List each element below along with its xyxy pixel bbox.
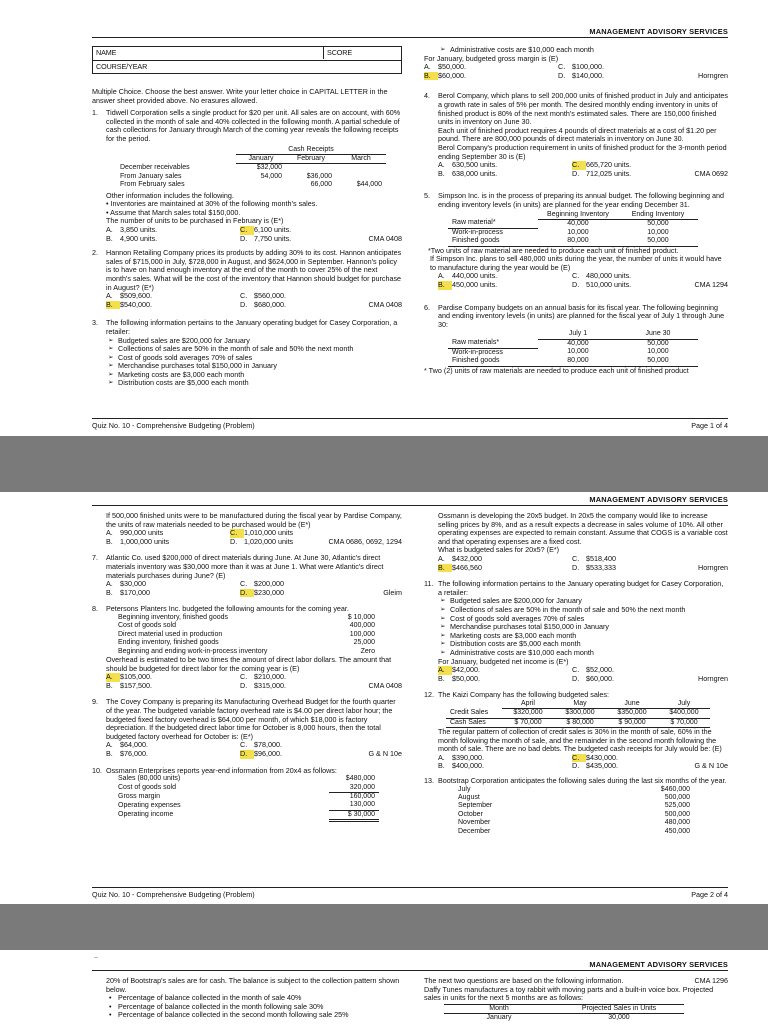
source-label: Horngren — [698, 562, 728, 572]
list-item: ➢ Collections of sales are 50% in the month of sale and 50% the next month — [106, 345, 402, 354]
page-2 — [0, 492, 768, 904]
question-13: 13. Bootstrap Corporation anticipates the following sales during the last six months of the year. July $460,000 August 500,000 September 525,000 October 500,000 November 480,000 December 450,000 — [424, 776, 727, 835]
header-rule — [92, 505, 728, 506]
table-row: July $460,000 — [458, 785, 690, 793]
page-mark: ~ — [94, 953, 99, 962]
list-item: ➢ Merchandise purchases total $150,000 in January — [106, 362, 402, 371]
answer-options: A. $64,000. C. $78,000. B. $76,000. D. $96,000. G & N 10e — [106, 740, 402, 758]
table-row: Credit Sales $320,000 $300,000 $350,000 $400,000 — [446, 709, 710, 718]
collection-pattern-text: 20% of Bootstrap's sales are for cash. The balance is subject to the collection pattern shown below. — [106, 976, 400, 994]
question-9: 9. The Covey Company is preparing its Manufacturing Overhead Budget for the fourth quarter of the year. The budgeted variable factory overhead rate is $4.00 per direct labor hour; the budgeted fixed factory overhead is $64,000 per month, of which $18,000 is factory depreciation. If the budgeted direct labor time for October is 8,000 hours, then the total budgeted factory overhead for October is: (E*) A. $64,000. C. $78,000. B. $76,000. D. $96,000. G & N 10e — [92, 697, 402, 758]
table-row: January 30,000 — [486, 1014, 630, 1022]
course-field-label: COURSE/YEAR — [96, 62, 148, 71]
source-label: G & N 10e — [368, 748, 402, 758]
answer-highlight: B. — [424, 72, 438, 81]
question-3: 3. The following information pertains to the January operating budget for Casey Corporation, a retailer: ➢ Budgeted sales are $200,000 for January ➢ Collections of sales are 50% in the month of sale and 50% the next month ➢ Cost of goods sold averages 70% of sales ➢ Merchandise purchases total $150,000 in January ➢ Marketing costs are $3,000 each month ➢ Distribution costs are $5,000 each month — [92, 319, 402, 388]
name-field-label: NAME — [96, 48, 117, 57]
table-row: December receivables $32,000 — [120, 164, 282, 172]
list-item: ➢ Cost of goods sold averages 70% of sales — [438, 615, 728, 624]
budgeted-sales-table: April May June July Credit Sales $320,000 $300,000 $350,000 $400,000 Cash Sales $ 70,000 $ 80,000 $ 90,000 $ 70,000 — [446, 700, 710, 728]
table-row: October 500,000 — [458, 810, 690, 818]
list-item: ➢ Collections of sales are 50% in the month of sale and 50% the next month — [438, 606, 728, 615]
question-12: 12. The Kaizi Company has the following budgeted sales: April May June July Credit Sales $320,000 $300,000 $350,000 $400,000 Cash Sales $ 70,000 $ 80,000 $ 90,000 $ 70,000 The regular pattern of collection of credit sales is 30% in the month of sale, 60% in the month following the month of sale, and the remainder in the second month following the month of sale. There are no bad debts. The budgeted cash receipts for July would be: (E) A. $390,000. C. $430,000. B. $400,000. D. $435,000. G & N 10e — [424, 690, 728, 771]
table-row: From February sales 66,000 $44,000 — [120, 181, 382, 189]
table-row: Cost of goods sold 400,000 — [118, 622, 375, 630]
table-row: Beginning inventory, finished goods $ 10,000 — [118, 613, 375, 621]
source-label: CMA 0408 — [368, 680, 402, 690]
daffy-tunes-text: Daffy Tunes manufactures a toy rabbit with moving parts and a built-in voice box. Projected sales in units for the next 5 months are as follows: — [424, 984, 714, 1003]
answer-options: A. 990,000 units C. 1,010,000 units B. 1,000,000 units D. 1,020,000 units CMA 0686, 0692, 1294 — [106, 528, 402, 546]
score-field-label: SCORE — [327, 48, 353, 57]
source-label: CMA 0692 — [694, 168, 728, 178]
answer-options: A. $509,600. C. $560,000. B. $540,000. D. $680,000. CMA 0408 — [106, 291, 402, 309]
answer-highlight: C. — [240, 226, 254, 235]
answer-options: A. $30,000 C. $200,000 B. $170,000 D. $230,000 Gleim — [106, 579, 402, 597]
answer-options: A. 440,000 units. C. 480,000 units. B. 450,000 units. D. 510,000 units. CMA 1294 — [438, 271, 728, 289]
answer-highlight: B. — [438, 564, 452, 573]
answer-highlight: A. — [438, 666, 452, 675]
page-number: Page 1 of 4 — [691, 421, 728, 430]
table-row: Raw materials* 40,000 50,000 — [448, 339, 698, 348]
table-row: Direct material used in production 100,000 — [118, 630, 375, 638]
budget-table — [114, 614, 379, 656]
list-item: ➢ Distribution costs are $5,000 each month — [106, 379, 402, 388]
left-column — [92, 512, 402, 822]
source-label: CMA 0408 — [368, 299, 402, 309]
instructions: Multiple Choice. Choose the best answer. Write your letter choice in CAPITAL LETTER in the answer sheet provided above. No erasures allowed. — [92, 87, 388, 105]
list-item: ➢ Administrative costs are $10,000 each month — [438, 46, 728, 55]
intro-text: The next two questions are based on the following information. — [424, 976, 624, 985]
left-column — [92, 46, 402, 388]
answer-highlight: D. — [240, 589, 254, 598]
list-item: ➢ Cost of goods sold averages 70% of sales — [106, 354, 402, 363]
table-row: September 525,000 — [458, 802, 690, 810]
list-item: ➢ Budgeted sales are $200,000 for January — [438, 597, 728, 606]
table-row: Finished goods 80,000 50,000 — [448, 357, 698, 366]
question-6-continued: If 500,000 finished units were to be manufactured during the fiscal year by Pardise Company, the units of raw materials needed to be purchased would be (E*) A. 990,000 units C. 1,010,000 units B. 1,000,000 units D. 1,020,000 units CMA 0686, 0692, 1294 — [106, 511, 402, 546]
answer-options: A. $432,000 C. $518,400 B. $466,560 D. $533,333 Horngren — [438, 553, 728, 572]
question-11: 11. The following information pertains to the January operating budget for Casey Corporation, a retailer: ➢ Budgeted sales are $200,000 for January ➢ Collections of sales are 50% in the month of sale and 50% the next month ➢ Cost of goods sold averages 70% of sales ➢ Merchandise purchases total $150,000 in January ➢ Marketing costs are $3,000 each month ➢ Distribution costs are $5,000 each month ➢ Administrative costs are $10,000 each month For January, budgeted net income is (E*) A. $42,000. C. $52,000. B. $50,000. D. $60,000. Horngren — [424, 580, 728, 683]
footer-title: Quiz No. 10 - Comprehensive Budgeting (Problem) — [92, 890, 255, 899]
page-3 — [0, 950, 768, 1024]
list-item: • Percentage of balance collected in the month of sale 40% — [106, 994, 402, 1003]
list-item: ➢ Marketing costs are $3,000 each month — [438, 632, 728, 641]
list-item: • Percentage of balance collected in the second month following sale 25% — [106, 1011, 402, 1020]
question-10: 10. Ossmann Enterprises reports year-end information from 20x4 as follows: Sales (80,000 units) $480,000 Cost of goods sold 320,000 Gross margin 160,000 Operating expenses 130,000 Operating income $ 30,000 — [92, 767, 402, 823]
table-row: Work-in-process 10,000 10,000 — [452, 348, 669, 356]
answer-highlight: A. — [106, 673, 120, 682]
projected-sales-table: Month Projected Sales in Units January 30,000 — [444, 1004, 684, 1023]
list-item: ➢ Distribution costs are $5,000 each month — [438, 640, 728, 649]
table-row: Gross margin 160,000 — [118, 792, 375, 800]
inventory-table: Beginning Inventory Ending Inventory Raw material* 40,000 50,000 Work-in-process 10,000 10,000 Finished goods 80,000 50,000 — [448, 211, 698, 247]
source-label: CMA 1294 — [694, 280, 728, 289]
sales-table — [454, 786, 694, 836]
page-number: Page 2 of 4 — [691, 890, 728, 899]
list-item: ➢ Budgeted sales are $200,000 for January — [106, 337, 402, 346]
source-label: Horngren — [698, 70, 728, 80]
page-1 — [0, 0, 768, 436]
answer-highlight: B. — [106, 301, 120, 310]
source-label: Horngren — [698, 673, 728, 683]
table-row: Cash Sales $ 70,000 $ 80,000 $ 90,000 $ 70,000 — [446, 718, 710, 727]
student-info-box — [92, 46, 402, 74]
right-column — [424, 977, 728, 1023]
table-row: Cost of goods sold 320,000 — [114, 784, 379, 793]
question-3-continued: ➢ Administrative costs are $10,000 each month For January, budgeted gross margin is (E) A. $50,000. C. $100,000. B. $60,000. D. $140,000. Horngren — [424, 46, 728, 80]
list-item: ➢ Marketing costs are $3,000 each month — [106, 371, 402, 380]
answer-highlight: C. — [572, 754, 586, 763]
table-row: Finished goods 80,000 50,000 — [448, 237, 698, 246]
page-header: MANAGEMENT ADVISORY SERVICES — [589, 960, 728, 969]
question-7: 7. Atlantic Co. used $200,000 of direct materials during June. At June 30, Atlantic's direct materials inventory was $30,000 more than it was at June 1. What were Atlantic's direct materials purchases during June? (E) A. $30,000 C. $200,000 B. $170,000 D. $230,000 Gleim — [92, 553, 402, 597]
source-label: CMA 0408 — [368, 233, 402, 243]
source-label: CMA 0686, 0692, 1294 — [328, 536, 402, 546]
table-row: December 450,000 — [458, 827, 690, 835]
answer-options: A. 630,500 units. C. 665,720 units. B. 638,000 units. D. 712,025 units. CMA 0692 — [438, 160, 728, 178]
question-5: 5. Simpson Inc. is in the process of preparing its annual budget. The following beginning and ending inventory levels (in units) are planned for the year ending December 31. Beginning Inventory Ending Inventory Raw material* 40,000 50,000 Work-in-process 10,000 10,000 Finished goods 80,000 50,000 *Two units of raw material are needed to produce each unit of finished product. If Simpson Inc. plans to sell 480,000 units during the year, the number of units it would have to manufacture during the year would be (E) A. 440,000 units. C. 480,000 units. B. 450,000 units. D. 510,000 units. CMA 1294 — [424, 191, 728, 289]
footer-rule — [92, 418, 728, 419]
table-row: August 500,000 — [458, 794, 690, 802]
list-item: • Percentage of balance collected in the month following sale 30% — [106, 1003, 402, 1012]
table-row: November 480,000 — [458, 819, 690, 827]
source-label: Gleim — [383, 587, 402, 597]
table-row: Beginning and ending work-in-process inventory Zero — [118, 647, 375, 655]
table-row: Operating expenses 130,000 — [114, 801, 379, 810]
table-row: Ending inventory, finished goods 25,000 — [118, 639, 375, 647]
income-table — [114, 775, 379, 822]
table-row: Work-in-process 10,000 10,000 — [452, 228, 669, 236]
left-column — [106, 977, 402, 1020]
cash-receipts-table: Cash Receipts January February March December receivables $32,000 From January sales 54,000 $36,000 From February sales 66,000 $44,000 — [116, 146, 386, 190]
answer-options: A. 3,850 units. C. 6,100 units. B. 4,900 units. D. 7,750 units. CMA 0408 — [106, 224, 402, 243]
question-6: 6. Pardise Company budgets on an annual basis for its fiscal year. The following beginning and ending inventory levels (in units) are planned for the fiscal year of July 1 through June 30: July 1 June 30 Raw materials* 40,000 50,000 Work-in-process 10,000 10,000 Finished goods 80,000 50,000 * Two (2) units of raw materials are needed to produce each unit of finished product — [424, 302, 725, 375]
page-header: MANAGEMENT ADVISORY SERVICES — [589, 27, 728, 36]
question-2: 2. Hannon Retailing Company prices its products by adding 30% to its cost. Hannon anticipates sales of $715,000 in July, $728,000 in August, and $624,000 in September. Hannon's policy is to have on hand enough inventory at the end of the month to cover 25% of the next month's sales. What will be the cost of the inventory that Hannon should budget for purchase in August? (E*) A. $509,600. C. $560,000. B. $540,000. D. $680,000. CMA 0408 — [92, 248, 402, 309]
answer-highlight: C. — [230, 529, 244, 538]
question-10-continued: Ossmann is developing the 20x5 budget. In 20x5 the company would like to increase selling prices by 8%, and as a result expects a decrease in sales volume of 10%. All other operating expenses are expected to remain constant. Assume that COGS is a variable cost and that operating expenses are a fixed cost. What is budgeted sales for 20x5? (E*) A. $432,000 C. $518,400 B. $466,560 D. $533,333 Horngren — [438, 511, 728, 572]
answer-options: A. $390,000. C. $430,000. B. $400,000. D. $435,000. G & N 10e — [438, 752, 728, 771]
question-4: 4. Berol Company, which plans to sell 200,000 units of finished product in July and anticipates a growth rate in sales of 5% per month. The desired monthly ending inventory in units of finished product is 80% of the next month's estimated sales. There are 150,000 finished units in inventory on June 30. Each unit of finished product requires 4 pounds of direct materials at a cost of $1.20 per pound. There are 800,000 pounds of direct materials in inventory on June 30. Berol Company's production requirement in units of finished product for the 3-month period ending September 30 is (E) A. 630,500 units. C. 665,720 units. B. 638,000 units. D. 712,025 units. CMA 0692 — [424, 91, 728, 178]
table-row: Operating income $ 30,000 — [114, 810, 379, 820]
right-column — [424, 46, 728, 375]
table-row: Raw material* 40,000 50,000 — [448, 219, 698, 228]
page-header: MANAGEMENT ADVISORY SERVICES — [589, 495, 728, 504]
header-rule — [92, 37, 728, 38]
table-row: From January sales 54,000 $36,000 — [120, 172, 332, 180]
right-column — [424, 512, 728, 836]
answer-highlight: D. — [240, 750, 254, 759]
list-item: ➢ Administrative costs are $10,000 each month — [438, 649, 728, 658]
footer-title: Quiz No. 10 - Comprehensive Budgeting (Problem) — [92, 421, 255, 430]
footer-rule — [92, 887, 728, 888]
source-label: G & N 10e — [694, 761, 728, 771]
answer-options: A. $105,000. C. $210,000. B. $157,500. D. $315,000. CMA 0408 — [106, 672, 402, 690]
inventory-table: July 1 June 30 Raw materials* 40,000 50,000 Work-in-process 10,000 10,000 Finished goods 80,000 50,000 — [448, 330, 698, 366]
answer-options: A. $42,000. C. $52,000. B. $50,000. D. $60,000. Horngren — [438, 665, 728, 683]
question-8: 8. Petersons Planters Inc. budgeted the following amounts for the coming year. Beginning inventory, finished goods $ 10,000 Cost of goods sold 400,000 Direct material used in production 100,000 Ending inventory, finished goods 25,000 Beginning and ending work-in-process inventory Zero Overhead is estimated to be two times the amount of direct labor dollars. The amount that should be budgeted for direct labor for the coming year is (E) A. $105,000. C. $210,000. B. $157,500. D. $315,000. CMA 0408 — [92, 604, 402, 690]
answer-options: A. $50,000. C. $100,000. B. $60,000. D. $140,000. Horngren — [424, 62, 728, 80]
answer-highlight: B. — [438, 281, 452, 290]
table-row: Sales (80,000 units) $480,000 — [118, 775, 375, 783]
list-item: ➢ Merchandise purchases total $150,000 in January — [438, 623, 728, 632]
question-1: 1. Tidwell Corporation sells a single product for $20 per unit. All sales are on account, with 60% collected in the month of sale and 40% collected in the following month. A partial schedule of cash collections for January through March of the coming year reveals the following receipts for the period. Cash Receipts January February March December receivables $32,000 From January sales 54,000 $36,000 From February sales 66,000 $44,000 Other information includes the following. • Inventories are maintained at 30% of the following month’s sales. • Assume that March sales total $150,000. The number of units to be purchased in February is (E*) A. 3,850 units. C. 6,100 units. B. 4,900 units. D. 7,750 units. CMA 0408 — [92, 108, 402, 243]
source-label: CMA 1296 — [694, 976, 728, 985]
answer-highlight: C. — [572, 161, 586, 170]
header-rule — [92, 970, 728, 971]
